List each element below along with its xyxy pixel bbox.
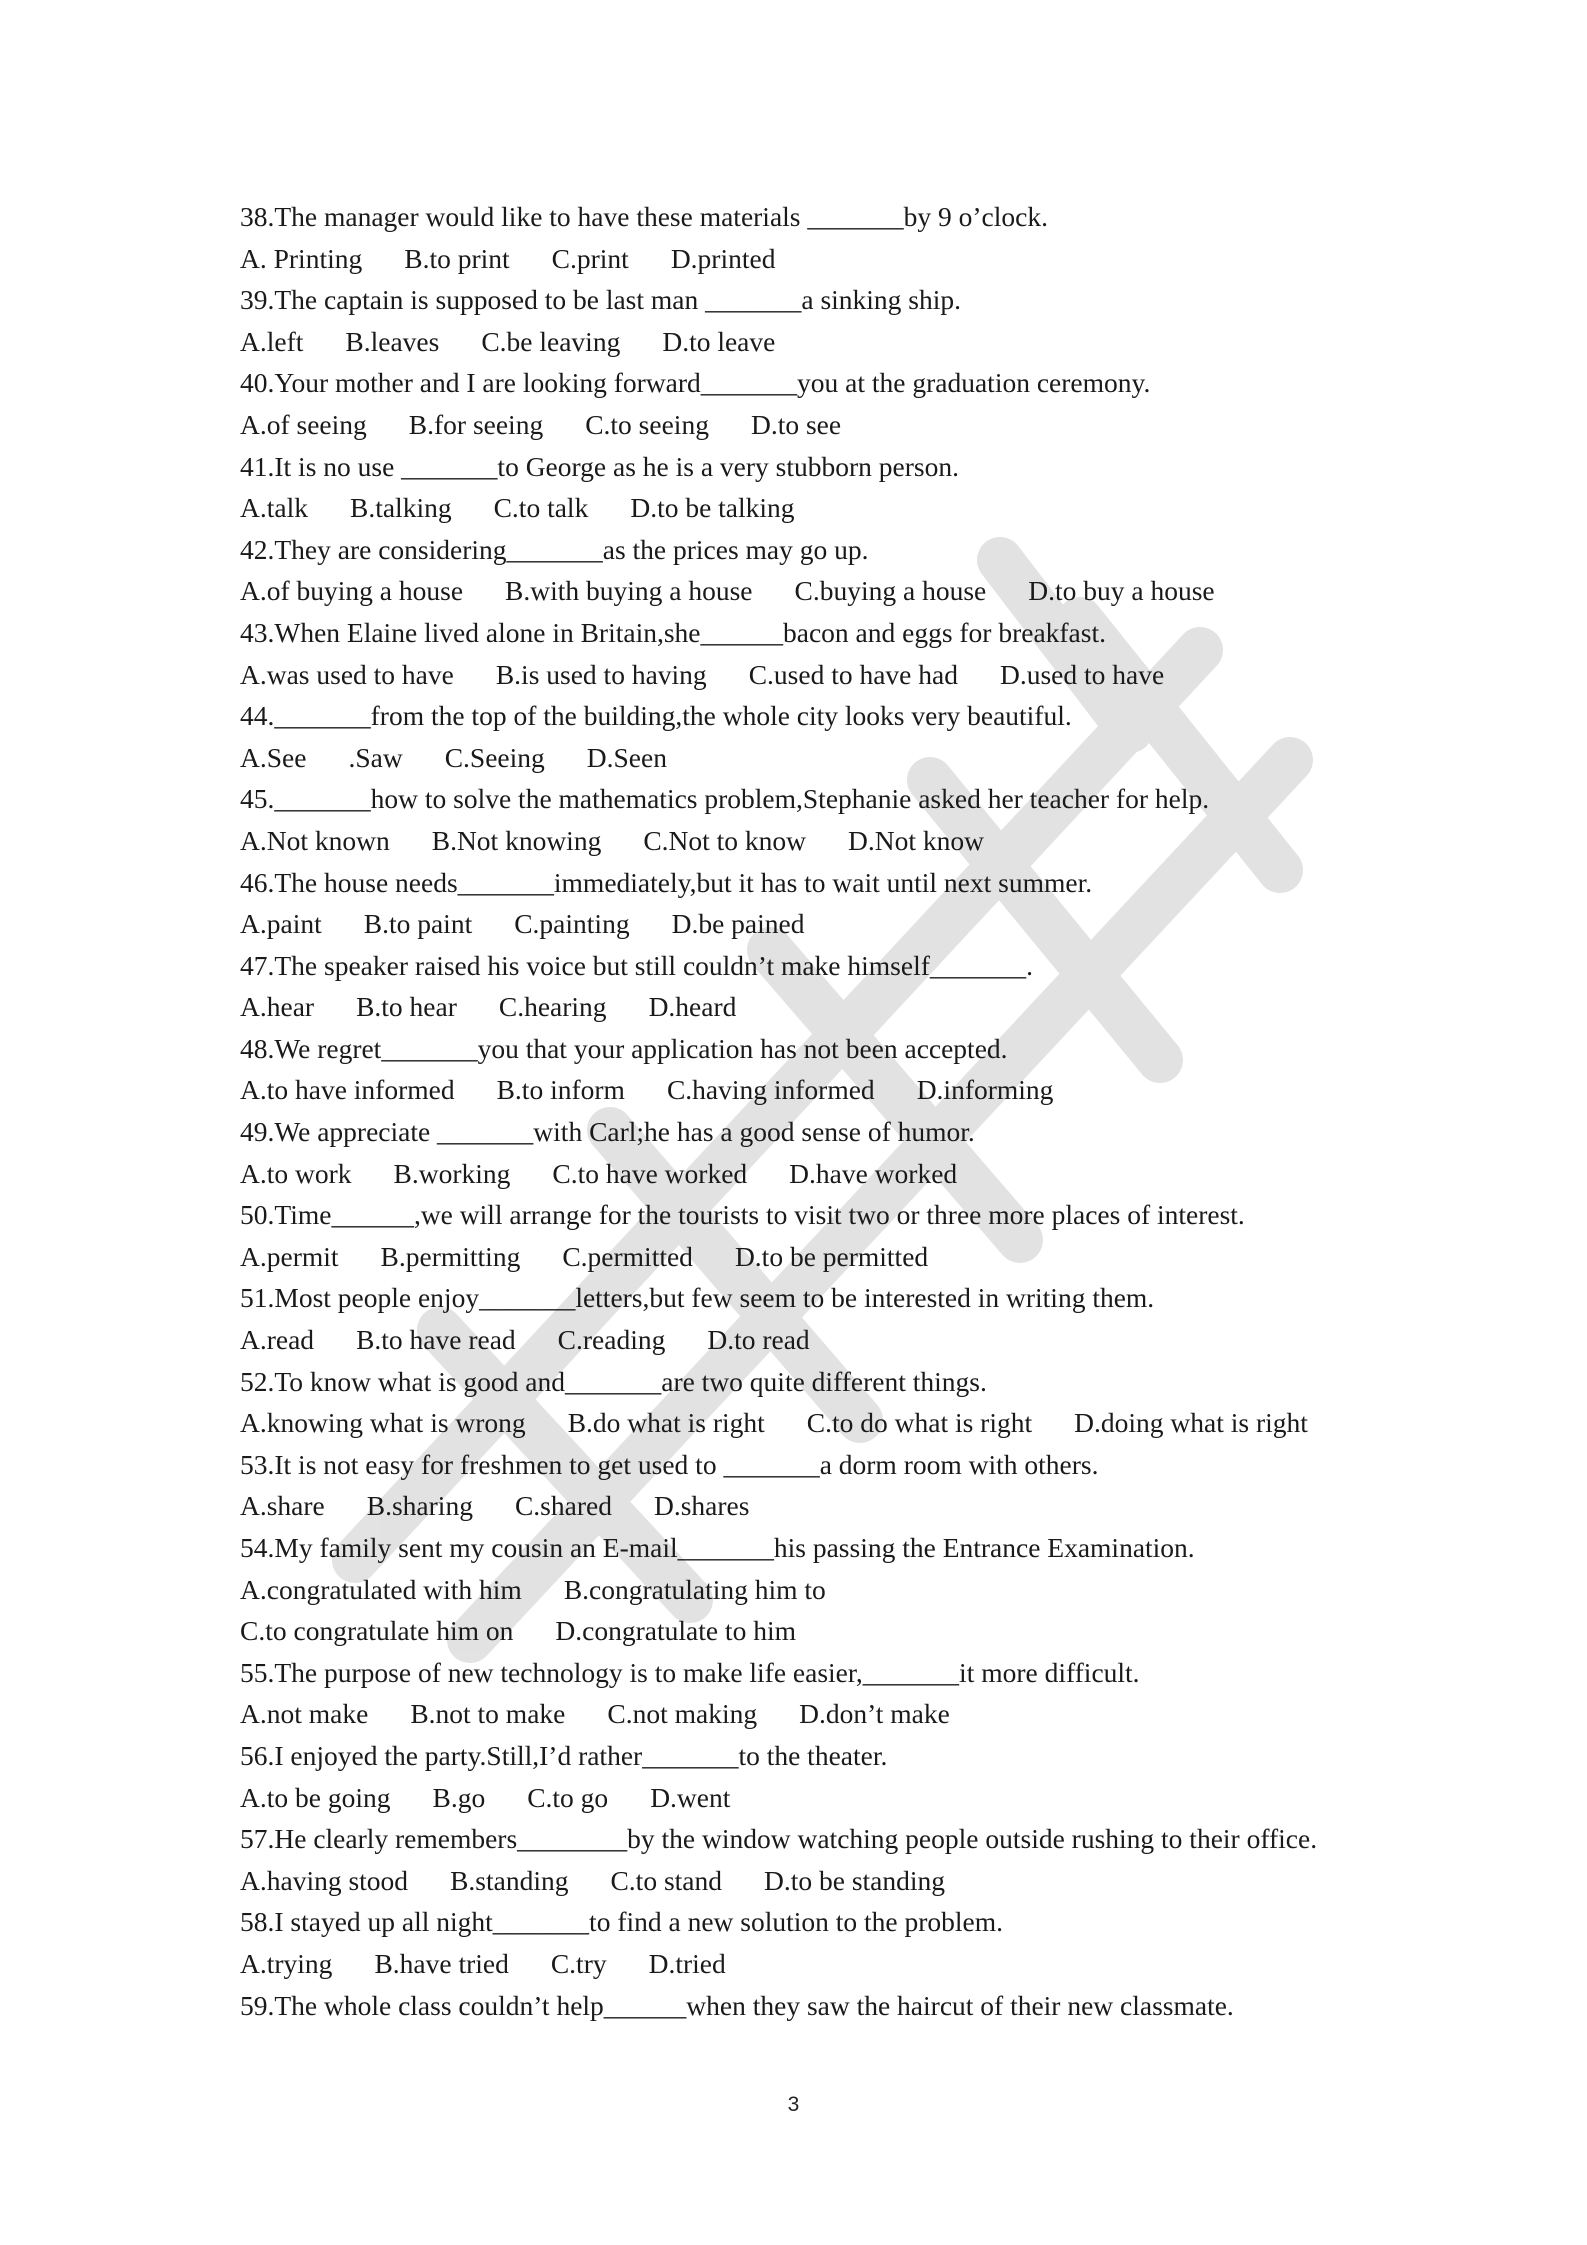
answer-option: D.to be standing	[764, 1864, 946, 1896]
question-stem: 39.The captain is supposed to be last man _______a sinking ship.	[240, 284, 962, 316]
answer-option: D.to read	[707, 1324, 810, 1356]
answer-option: D.printed	[670, 242, 776, 274]
answer-option: D.used to have	[999, 658, 1165, 690]
answer-option: A.not make	[240, 1698, 369, 1730]
answer-option: C.used to have had	[748, 658, 958, 690]
answer-option: B.working	[393, 1157, 511, 1189]
question-stem: 54.My family sent my cousin an E-mail_______his passing the Entrance Examination.	[240, 1532, 1195, 1563]
question-stem: 59.The whole class couldn’t help______when they saw the haircut of their new classmate.	[240, 1989, 1234, 2021]
answer-option: D.be pained	[671, 908, 805, 940]
question-stem: 46.The house needs_______immediately,but it has to wait until next summer.	[240, 866, 1093, 898]
answer-option: C.to do what is right	[806, 1407, 1033, 1439]
answer-option: D.shares	[653, 1490, 750, 1522]
question-stem: 43.When Elaine lived alone in Britain,she______bacon and eggs for breakfast.	[240, 616, 1106, 648]
answer-option: A.read	[240, 1324, 315, 1356]
answer-option: B.go	[432, 1781, 486, 1813]
answer-options	[240, 1485, 1420, 1527]
answer-option: B.sharing	[366, 1490, 473, 1522]
answer-options	[240, 1069, 1420, 1111]
question-stem: 52.To know what is good and_______are two quite different things.	[240, 1365, 987, 1397]
question-stem: 44._______from the top of the building,the whole city looks very beautiful.	[240, 700, 1072, 732]
answer-option: D.heard	[648, 991, 737, 1023]
answer-option: D.to buy a house	[1028, 575, 1215, 607]
answer-option: A.See	[240, 741, 307, 773]
answer-option: A.paint	[240, 908, 322, 940]
answer-option: B.Not knowing	[431, 824, 602, 856]
answer-options	[240, 1319, 1420, 1361]
answer-option: D.Not know	[848, 824, 985, 856]
answer-option: D.to leave	[662, 325, 776, 357]
answer-option: A.trying	[240, 1947, 333, 1979]
question-stem: 56.I enjoyed the party.Still,I’d rather_______to the theater.	[240, 1739, 888, 1771]
answer-option: B.to paint	[363, 908, 473, 940]
answer-option: A.of seeing	[240, 408, 367, 440]
answer-option: A.hear	[240, 991, 315, 1023]
answer-option: B.to hear	[356, 991, 457, 1023]
answer-option: D.to see	[750, 408, 842, 440]
question-stem: 49.We appreciate _______with Carl;he has a good sense of humor.	[240, 1116, 975, 1148]
question-stem: 47.The speaker raised his voice but still couldn’t make himself_______.	[240, 949, 1034, 981]
question-list	[240, 196, 1420, 2026]
answer-option: A. Printing	[240, 242, 363, 274]
answer-option: C.not making	[607, 1698, 758, 1730]
answer-option: B.to have read	[356, 1324, 516, 1356]
question-stem: 55.The purpose of new technology is to make life easier,_______it more difficult.	[240, 1656, 1140, 1688]
answer-option: B.do what is right	[567, 1407, 765, 1439]
answer-option: C.to stand	[610, 1864, 722, 1896]
answer-option: C.buying a house	[794, 575, 987, 607]
answer-option: A.permit	[240, 1240, 339, 1272]
question-stem: 41.It is no use _______to George as he is a very stubborn person.	[240, 450, 959, 482]
answer-option: D.to be talking	[630, 492, 795, 524]
answer-options	[240, 487, 1420, 529]
answer-option: C.reading	[557, 1324, 666, 1356]
answer-options	[240, 238, 1420, 280]
answer-option: B.permitting	[380, 1240, 521, 1272]
question-stem: 45._______how to solve the mathematics problem,Stephanie asked her teacher for help.	[240, 783, 1210, 815]
answer-option: C.having informed	[666, 1074, 875, 1106]
answer-option: B.talking	[349, 492, 452, 524]
question-stem: 48.We regret_______you that your application has not been accepted.	[240, 1032, 1008, 1064]
question-stem: 58.I stayed up all night_______to find a new solution to the problem.	[240, 1906, 1004, 1938]
question-stem: 50.Time______,we will arrange for the tourists to visit two or three more places of interest.	[240, 1199, 1245, 1231]
answer-option: C.to talk	[493, 492, 589, 524]
answer-option: D.informing	[916, 1074, 1054, 1106]
answer-option: A.to be going	[240, 1781, 391, 1813]
answer-option: A.Not known	[240, 824, 390, 856]
answer-option: C.to go	[527, 1781, 609, 1813]
answer-option: C.painting	[514, 908, 630, 940]
answer-option: A.having stood	[240, 1864, 409, 1896]
answer-option: B.is used to having	[495, 658, 707, 690]
answer-options	[240, 1569, 1420, 1611]
answer-option: D.tried	[648, 1947, 726, 1979]
answer-option: B.not to make	[410, 1698, 566, 1730]
answer-option: D.doing what is right	[1074, 1407, 1308, 1439]
answer-options	[240, 737, 1420, 779]
answer-option: C.Not to know	[643, 824, 807, 856]
page-number: 3	[787, 2093, 800, 2116]
answer-option: B.congratulating him to	[563, 1573, 826, 1605]
answer-option: A.knowing what is wrong	[240, 1407, 526, 1439]
answer-option: B.have tried	[374, 1947, 509, 1979]
answer-option: B.for seeing	[408, 408, 544, 440]
answer-option: C.permitted	[562, 1240, 693, 1272]
answer-option: C.to seeing	[585, 408, 709, 440]
question-stem: 40.Your mother and I are looking forward_______you at the graduation ceremony.	[240, 367, 1151, 399]
answer-option: A.share	[240, 1490, 325, 1522]
answer-option: B.to inform	[496, 1074, 625, 1106]
question-stem: 57.He clearly remembers________by the window watching people outside rushing to their office.	[240, 1823, 1318, 1855]
answer-option: C.to have worked	[552, 1157, 748, 1189]
answer-options	[240, 1860, 1420, 1902]
answer-options	[240, 820, 1420, 862]
answer-option: D.congratulate to him	[555, 1615, 796, 1647]
question-stem: 42.They are considering_______as the prices may go up.	[240, 533, 869, 565]
answer-options	[240, 1610, 1420, 1652]
question-stem: 53.It is not easy for freshmen to get used to _______a dorm room with others.	[240, 1448, 1099, 1480]
answer-options	[240, 1236, 1420, 1278]
answer-options	[240, 1943, 1420, 1985]
answer-option: C.be leaving	[481, 325, 621, 357]
question-stem: 38.The manager would like to have these materials _______by 9 o’clock.	[240, 201, 1048, 232]
answer-options	[240, 986, 1420, 1028]
answer-option: B.to print	[404, 242, 510, 274]
answer-options	[240, 1777, 1420, 1819]
answer-option: A.to work	[240, 1157, 352, 1189]
answer-option: D.went	[650, 1781, 731, 1813]
answer-option: D.to be permitted	[734, 1240, 929, 1272]
answer-options	[240, 654, 1420, 696]
answer-options	[240, 570, 1420, 612]
answer-options	[240, 1402, 1420, 1444]
answer-option: D.Seen	[586, 741, 667, 773]
answer-option: A.talk	[240, 492, 308, 524]
question-stem: 51.Most people enjoy_______letters,but few seem to be interested in writing them.	[240, 1282, 1155, 1314]
answer-option: C.shared	[514, 1490, 612, 1522]
answer-option: C.print	[551, 242, 629, 274]
answer-option: C.Seeing	[444, 741, 545, 773]
answer-option: C.to congratulate him on	[240, 1615, 514, 1647]
answer-option: C.hearing	[498, 991, 607, 1023]
answer-option: D.don’t make	[799, 1698, 950, 1730]
answer-option: A.to have informed	[240, 1074, 455, 1106]
answer-options	[240, 1693, 1420, 1735]
answer-option: .Saw	[348, 741, 403, 773]
answer-options	[240, 404, 1420, 446]
answer-option: A.of buying a house	[240, 575, 464, 607]
answer-option: A.left	[240, 325, 304, 357]
answer-option: C.try	[550, 1947, 607, 1979]
answer-options	[240, 1153, 1420, 1195]
answer-options	[240, 321, 1420, 363]
answer-option: B.with buying a house	[505, 575, 753, 607]
answer-option: B.leaves	[345, 325, 440, 357]
answer-options	[240, 903, 1420, 945]
answer-option: D.have worked	[789, 1157, 958, 1189]
answer-option: B.standing	[450, 1864, 569, 1896]
answer-option: A.was used to have	[240, 658, 454, 690]
answer-option: A.congratulated with him	[240, 1573, 522, 1605]
